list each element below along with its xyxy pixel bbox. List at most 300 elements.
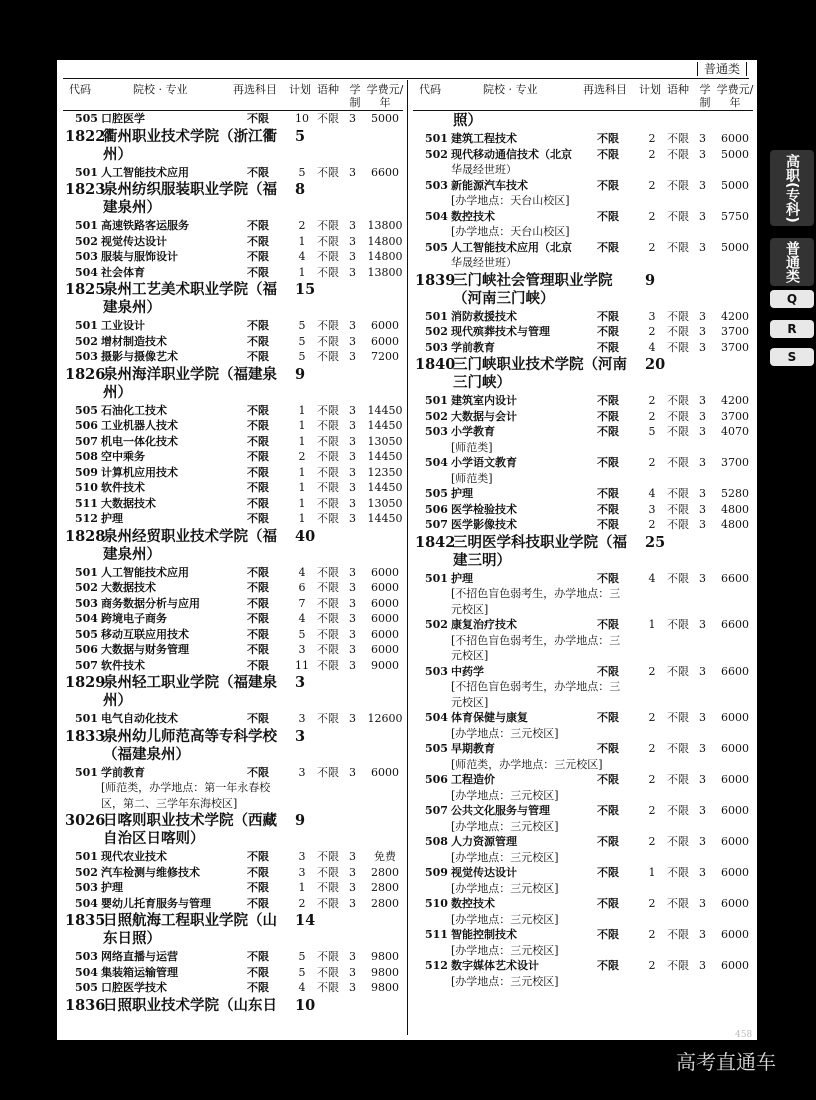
side-index-tabs (766, 0, 816, 1100)
major-note: [办学地点：三元校区] (451, 819, 559, 833)
major-lang: 不限 (667, 518, 689, 531)
major-years: 3 (699, 518, 706, 531)
major-name: 人工智能技术应用（北京 (451, 240, 572, 254)
major-plan: 5 (298, 965, 306, 979)
major-fee: 5000 (721, 178, 749, 192)
major-code: 505 (75, 981, 98, 994)
major-plan: 1 (298, 496, 306, 510)
major-plan: 2 (648, 835, 656, 848)
header-lang: 语种 (317, 83, 339, 96)
major-fee: 13800 (367, 219, 403, 232)
major-years: 3 (349, 581, 356, 594)
school-code: 1839 (415, 271, 456, 289)
major-name: 智能控制技术 (451, 928, 517, 941)
major-code: 504 (75, 265, 98, 279)
major-lang: 不限 (667, 742, 689, 755)
major-code: 502 (425, 409, 448, 423)
major-fee: 6000 (371, 612, 399, 625)
major-name: 消防救援技术 (451, 309, 517, 323)
major-lang: 不限 (317, 165, 339, 179)
tab-higher-vocational[interactable]: 高职(专科) (770, 150, 814, 226)
major-name: 移动互联应用技术 (101, 627, 189, 641)
major-row (413, 409, 753, 425)
major-lang: 不限 (317, 712, 339, 725)
major-lang: 不限 (317, 896, 339, 910)
major-plan: 2 (648, 456, 656, 469)
major-row (63, 596, 403, 612)
major-name: 高速铁路客运服务 (101, 219, 189, 232)
left-column (63, 80, 403, 1040)
major-row (413, 617, 753, 633)
major-subject: 不限 (597, 240, 619, 254)
column-divider (407, 80, 408, 1035)
major-name: 增材制造技术 (101, 334, 167, 348)
school-name: 照） (453, 112, 482, 129)
major-code: 511 (425, 928, 448, 941)
header-sys: 学制 (699, 83, 711, 109)
major-subject: 不限 (597, 742, 619, 755)
major-fee: 3700 (721, 409, 749, 423)
major-plan: 6 (298, 581, 306, 594)
major-years: 3 (349, 565, 356, 579)
major-code: 505 (75, 112, 98, 125)
major-fee: 6000 (721, 132, 749, 145)
major-name: 计算机应用技术 (101, 465, 178, 479)
tab-general[interactable]: 普通类 (770, 238, 814, 286)
major-name: 医学影像技术 (451, 518, 517, 531)
major-code: 501 (75, 165, 98, 179)
major-subject: 不限 (597, 664, 619, 678)
major-name: 人工智能技术应用 (101, 165, 189, 179)
major-fee: 13800 (367, 265, 403, 279)
major-fee: 6000 (371, 319, 399, 332)
major-name: 现代农业技术 (101, 850, 167, 863)
header-name: 院校 · 专业 (483, 83, 538, 96)
major-name: 大数据与会计 (451, 409, 517, 423)
school-row (413, 355, 753, 393)
major-subject: 不限 (597, 571, 619, 585)
major-lang: 不限 (317, 565, 339, 579)
major-row (413, 834, 753, 850)
major-years: 3 (699, 571, 706, 585)
major-fee: 14450 (367, 419, 403, 432)
header-rule (63, 78, 749, 79)
major-subject: 不限 (247, 712, 269, 725)
header-code: 代码 (419, 83, 441, 96)
major-subject: 不限 (597, 456, 619, 469)
major-plan: 2 (648, 959, 656, 972)
major-name: 体育保健与康复 (451, 711, 528, 724)
major-subject: 不限 (597, 340, 619, 354)
major-plan: 2 (298, 896, 306, 910)
major-name: 数字媒体艺术设计 (451, 959, 539, 972)
major-plan: 2 (648, 897, 656, 910)
major-years: 3 (349, 419, 356, 432)
major-subject: 不限 (247, 612, 269, 625)
major-fee: 5000 (721, 240, 749, 254)
major-code: 503 (75, 596, 98, 610)
major-years: 3 (349, 981, 356, 994)
major-years: 3 (699, 132, 706, 145)
major-note: 华晟经世班） (451, 163, 517, 176)
major-plan: 2 (648, 773, 656, 786)
page-number: 458 (735, 1030, 753, 1040)
major-note: [办学地点：三元校区] (451, 726, 559, 740)
major-name: 工业机器人技术 (101, 419, 178, 432)
major-fee: 12350 (367, 465, 403, 479)
major-years: 3 (699, 897, 706, 910)
major-fee: 5000 (371, 112, 399, 125)
major-plan: 2 (648, 132, 656, 145)
major-fee: 9800 (371, 981, 399, 994)
major-name: 工业设计 (101, 319, 145, 332)
major-years: 3 (349, 350, 356, 363)
major-code: 501 (75, 765, 98, 779)
major-code: 502 (75, 581, 98, 594)
major-subject: 不限 (247, 403, 269, 417)
major-subject: 不限 (247, 596, 269, 610)
major-years: 3 (349, 965, 356, 979)
school-plan: 14 (295, 912, 316, 929)
school-row (413, 533, 753, 571)
major-years: 3 (349, 450, 356, 463)
school-plan: 8 (295, 181, 306, 198)
major-lang: 不限 (667, 664, 689, 678)
major-code: 501 (75, 712, 98, 725)
major-fee: 2800 (371, 865, 399, 879)
tab-r[interactable]: R (770, 320, 814, 338)
major-name: 小学教育 (451, 425, 495, 438)
major-name: 社会体育 (101, 265, 145, 279)
major-name: 工程造价 (451, 773, 495, 786)
major-years: 3 (349, 643, 356, 656)
major-code: 501 (425, 571, 448, 585)
major-plan: 7 (298, 596, 306, 610)
school-code: 1825 (65, 281, 106, 298)
major-lang: 不限 (317, 850, 339, 863)
school-code: 1822 (65, 127, 106, 145)
major-code: 511 (75, 496, 98, 510)
school-code: 1829 (65, 674, 106, 691)
school-code: 1828 (65, 527, 106, 545)
major-subject: 不限 (247, 219, 269, 232)
major-fee: 4200 (721, 309, 749, 323)
major-years: 3 (699, 147, 706, 161)
school-name: 衢州职业技术学院（浙江衢州） (103, 127, 277, 163)
major-lang: 不限 (317, 881, 339, 894)
major-lang: 不限 (667, 132, 689, 145)
major-subject: 不限 (247, 496, 269, 510)
major-name: 现代移动通信技术（北京 (451, 147, 572, 161)
major-plan: 2 (648, 518, 656, 531)
major-fee: 6000 (721, 711, 749, 724)
major-plan: 4 (298, 612, 306, 625)
major-code: 503 (75, 250, 98, 263)
major-code: 501 (425, 394, 448, 407)
major-name: 护理 (101, 512, 123, 525)
school-plan: 10 (295, 996, 316, 1014)
major-plan: 4 (298, 981, 306, 994)
major-row (63, 434, 403, 450)
major-code: 510 (75, 481, 98, 494)
major-subject: 不限 (597, 309, 619, 323)
major-years: 3 (699, 773, 706, 786)
major-subject: 不限 (597, 147, 619, 161)
major-lang: 不限 (667, 147, 689, 161)
watermark: 高考直通车 (676, 1050, 776, 1074)
major-subject: 不限 (597, 866, 619, 879)
major-plan: 2 (648, 742, 656, 755)
major-subject: 不限 (597, 618, 619, 631)
school-plan: 15 (295, 281, 316, 298)
major-plan: 1 (298, 403, 306, 417)
school-plan: 9 (645, 271, 656, 289)
major-fee: 6600 (721, 664, 749, 678)
major-code: 501 (425, 132, 448, 145)
major-lang: 不限 (317, 581, 339, 594)
major-years: 3 (699, 394, 706, 407)
major-code: 503 (425, 425, 448, 438)
major-name: 摄影与摄像艺术 (101, 350, 178, 363)
school-name: 三门峡社会管理职业学院（河南三门峡） (453, 271, 613, 307)
school-plan: 9 (295, 365, 306, 383)
tab-q[interactable]: Q (770, 290, 814, 308)
header-lang: 语种 (667, 83, 689, 96)
major-years: 3 (349, 658, 356, 672)
major-row (413, 571, 753, 587)
major-lang: 不限 (317, 950, 339, 963)
major-lang: 不限 (667, 209, 689, 223)
major-lang: 不限 (317, 112, 339, 125)
major-code: 505 (425, 487, 448, 500)
major-lang: 不限 (317, 219, 339, 232)
school-code: 1840 (415, 356, 456, 373)
major-row (63, 334, 403, 350)
major-plan: 5 (298, 350, 306, 363)
major-row (63, 765, 403, 781)
school-name: 三门峡职业技术学院（河南三门峡） (453, 356, 627, 391)
major-subject: 不限 (597, 835, 619, 848)
header-fee: 学费元/年 (716, 83, 754, 109)
major-row (413, 209, 753, 225)
major-plan: 5 (648, 425, 656, 438)
major-years: 3 (699, 959, 706, 972)
school-row (63, 996, 403, 1016)
school-row (63, 127, 403, 165)
school-plan: 3 (295, 727, 306, 745)
major-name: 现代殡葬技术与管理 (451, 325, 550, 338)
major-years: 3 (699, 742, 706, 755)
major-plan: 1 (648, 618, 656, 631)
major-row (413, 772, 753, 788)
major-plan: 11 (295, 658, 309, 672)
major-years: 3 (349, 165, 356, 179)
major-row (413, 393, 753, 409)
major-code: 502 (425, 147, 448, 161)
major-name: 婴幼儿托育服务与管理 (101, 896, 211, 910)
major-row (413, 865, 753, 881)
major-years: 3 (349, 896, 356, 910)
major-lang: 不限 (317, 419, 339, 432)
major-name: 建筑室内设计 (451, 394, 517, 407)
major-years: 3 (699, 804, 706, 817)
school-code: 1835 (65, 912, 106, 929)
major-years: 3 (349, 512, 356, 525)
major-row (63, 496, 403, 512)
major-name: 人力资源管理 (451, 835, 517, 848)
major-code: 506 (75, 419, 98, 432)
major-plan: 1 (298, 265, 306, 279)
major-name: 空中乘务 (101, 450, 145, 463)
major-name: 大数据技术 (101, 496, 156, 510)
major-subject: 不限 (597, 409, 619, 423)
major-fee: 6000 (371, 627, 399, 641)
major-row (63, 565, 403, 581)
school-name: 泉州轻工职业学院（福建泉州） (103, 674, 277, 709)
major-years: 3 (349, 865, 356, 879)
major-code: 509 (75, 465, 98, 479)
header-sys: 学制 (349, 83, 361, 109)
major-years: 3 (349, 496, 356, 510)
major-code: 507 (425, 804, 448, 817)
major-plan: 1 (298, 481, 306, 494)
major-plan: 2 (648, 804, 656, 817)
major-row (413, 664, 753, 680)
major-lang: 不限 (667, 409, 689, 423)
major-years: 3 (699, 711, 706, 724)
major-subject: 不限 (597, 773, 619, 786)
major-code: 503 (425, 664, 448, 678)
school-row (413, 271, 753, 309)
major-row (63, 403, 403, 419)
major-plan: 4 (298, 250, 306, 263)
major-row (63, 218, 403, 234)
school-row (63, 673, 403, 711)
major-lang: 不限 (317, 465, 339, 479)
major-fee: 14450 (367, 481, 403, 494)
major-row (413, 502, 753, 518)
major-code: 506 (425, 502, 448, 516)
major-fee: 6600 (721, 618, 749, 631)
major-plan: 2 (648, 325, 656, 338)
major-row (413, 340, 753, 356)
major-lang: 不限 (317, 350, 339, 363)
major-row (63, 658, 403, 674)
column-header (413, 80, 753, 111)
major-name: 软件技术 (101, 481, 145, 494)
major-lang: 不限 (317, 403, 339, 417)
major-years: 3 (349, 481, 356, 494)
major-plan: 3 (298, 643, 306, 656)
major-lang: 不限 (317, 434, 339, 448)
major-subject: 不限 (247, 319, 269, 332)
major-fee: 13050 (367, 434, 403, 448)
major-code: 501 (75, 565, 98, 579)
major-plan: 2 (648, 711, 656, 724)
major-name: 学前教育 (451, 340, 495, 354)
major-subject: 不限 (247, 850, 269, 863)
major-years: 3 (349, 250, 356, 263)
major-years: 3 (699, 487, 706, 500)
major-note: [不招色盲色弱考生，办学地点：三 (451, 680, 621, 693)
header-plan: 计划 (639, 83, 661, 96)
major-lang: 不限 (317, 965, 339, 979)
major-plan: 1 (298, 234, 306, 248)
major-subject: 不限 (247, 165, 269, 179)
tab-s[interactable]: S (770, 348, 814, 366)
major-years: 3 (699, 178, 706, 192)
major-fee: 6000 (371, 643, 399, 656)
major-note: [办学地点：三元校区] (451, 974, 559, 988)
major-code: 505 (425, 742, 448, 755)
major-row (413, 741, 753, 757)
school-code: 1833 (65, 727, 106, 745)
major-name: 口腔医学技术 (101, 981, 167, 994)
right-column (413, 80, 753, 1040)
major-note: [师范类] (451, 471, 493, 485)
major-years: 3 (699, 209, 706, 223)
major-plan: 4 (298, 565, 306, 579)
major-code: 504 (425, 456, 448, 469)
school-name: 泉州工艺美术职业学院（福建泉州） (103, 281, 277, 316)
school-row (63, 280, 403, 318)
major-fee: 6000 (721, 897, 749, 910)
major-note: 华晟经世班） (451, 256, 517, 269)
major-fee: 14800 (367, 250, 403, 263)
major-subject: 不限 (247, 465, 269, 479)
major-lang: 不限 (317, 250, 339, 263)
major-lang: 不限 (667, 456, 689, 469)
major-note: [办学地点：天台山校区] (451, 194, 570, 207)
major-note: [师范类，办学地点：三元校区] (451, 757, 603, 771)
major-subject: 不限 (597, 928, 619, 941)
major-fee: 6000 (371, 581, 399, 594)
major-note: [办学地点：三元校区] (451, 912, 559, 926)
major-code: 506 (425, 773, 448, 786)
major-code: 508 (75, 450, 98, 463)
major-subject: 不限 (247, 627, 269, 641)
major-years: 3 (699, 618, 706, 631)
major-code: 512 (425, 959, 448, 972)
major-subject: 不限 (597, 502, 619, 516)
major-fee: 6000 (721, 804, 749, 817)
school-row (63, 365, 403, 403)
header-name: 院校 · 专业 (133, 83, 188, 96)
document-page (57, 60, 757, 1040)
major-code: 502 (425, 325, 448, 338)
major-name: 中药学 (451, 664, 484, 678)
major-code: 502 (75, 234, 98, 248)
major-fee: 4800 (721, 518, 749, 531)
school-name: 泉州纺织服装职业学院（福建泉州） (103, 181, 277, 216)
major-plan: 3 (648, 309, 656, 323)
major-row (413, 424, 753, 440)
major-fee: 2800 (371, 896, 399, 910)
major-note: 区，第二、三学年东海校区] (101, 796, 238, 810)
major-plan: 10 (295, 112, 309, 125)
major-subject: 不限 (247, 434, 269, 448)
major-plan: 2 (648, 240, 656, 254)
major-code: 505 (75, 627, 98, 641)
major-row (413, 131, 753, 147)
major-years: 3 (349, 234, 356, 248)
major-subject: 不限 (247, 581, 269, 594)
school-row (63, 811, 403, 849)
major-fee: 2800 (371, 881, 399, 894)
major-name: 视觉传达设计 (101, 234, 167, 248)
school-name: 泉州幼儿师范高等专科学校（福建泉州） (103, 727, 277, 763)
major-plan: 5 (298, 334, 306, 348)
